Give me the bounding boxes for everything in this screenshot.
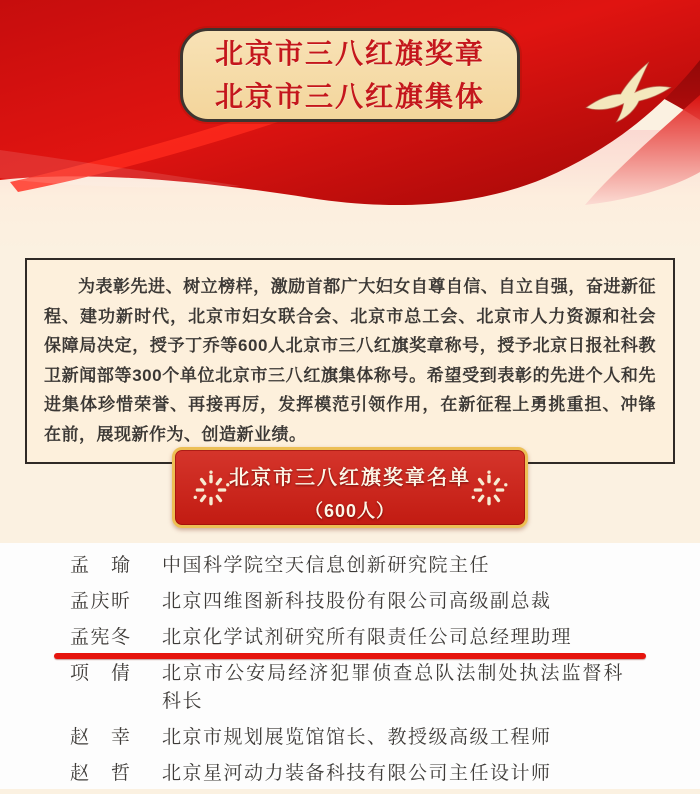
list-item [70, 723, 642, 751]
awardee-name: 赵 哲 [70, 762, 132, 784]
awardee-name: 项 倩 [70, 662, 132, 684]
awardee-name: 赵 幸 [70, 726, 132, 748]
banner-subtitle: （600人） [304, 501, 396, 521]
notice-box [25, 258, 675, 464]
notice-text: 为表彰先进、树立榜样，激励首都广大妇女自尊自信、自立自强，奋进新征程、建功新时代，北京市妇女联合会、北京市总工会、北京市人力资源和社会保障局决定，授予丁乔等600人北京市三八红旗奖章称号，授予北京日报社科教卫新闻部等300个单位北京市三八红旗集体称号。希望受到表彰的先进个人和先进集体珍惜荣誉、再接再厉，发挥模范引领作用，在新征程上勇挑重担、冲锋在前，展现新作为、创造新业绩。 [44, 277, 656, 444]
award-title-plaque [180, 28, 520, 122]
firework-icon [468, 469, 510, 511]
firework-icon [190, 469, 232, 511]
award-title-line1: 北京市三八红旗奖章 [214, 38, 485, 69]
awardee-title: 北京四维图新科技股份有限公司高级副总裁 [162, 590, 552, 612]
ribbon-header [0, 0, 700, 252]
awardee-name: 孟 瑜 [70, 554, 132, 576]
award-title-line2: 北京市三八红旗集体 [214, 81, 485, 112]
awardee-name: 孟庆昕 [70, 590, 132, 612]
list-item [70, 659, 642, 715]
awardee-name: 孟宪冬 [70, 626, 132, 648]
awardee-title: 北京化学试剂研究所有限责任公司总经理助理 [162, 626, 573, 648]
list-item [70, 623, 642, 651]
awardee-title: 北京星河动力装备科技有限公司主任设计师 [162, 762, 552, 784]
awardee-title: 北京市规划展览馆馆长、教授级高级工程师 [162, 726, 552, 748]
awardee-title: 中国科学院空天信息创新研究院主任 [162, 554, 491, 576]
award-name-list [0, 543, 700, 789]
banner-title: 北京市三八红旗奖章名单 [229, 467, 471, 489]
dove-icon [582, 52, 674, 132]
list-item [70, 759, 642, 787]
list-item [70, 587, 642, 615]
list-item [70, 551, 642, 579]
list-banner [172, 447, 528, 528]
awardee-title: 北京市公安局经济犯罪侦查总队法制处执法监督科科长 [162, 662, 624, 712]
